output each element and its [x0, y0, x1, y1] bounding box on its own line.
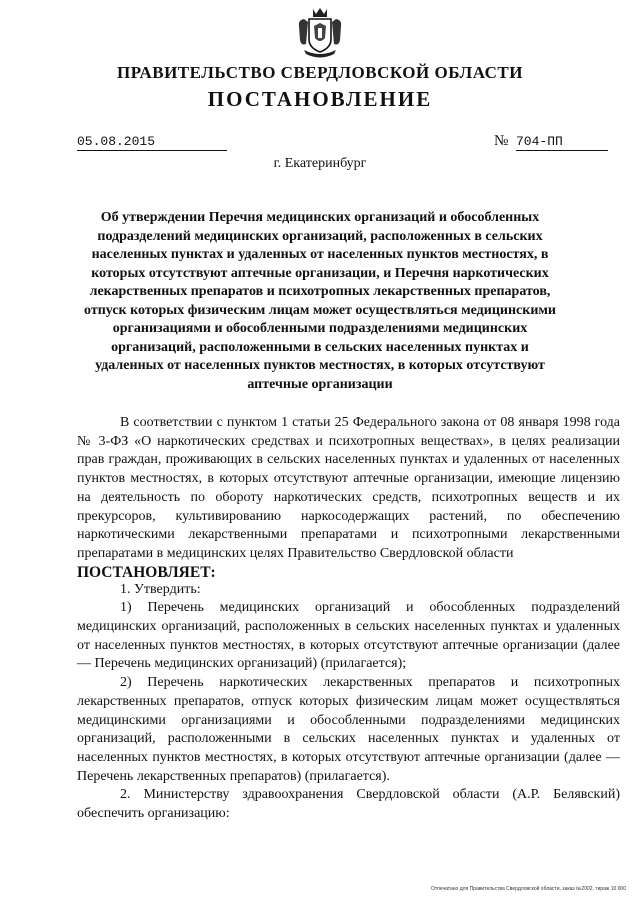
- decree-date: 05.08.2015: [77, 135, 227, 151]
- government-name: ПРАВИТЕЛЬСТВО СВЕРДЛОВСКОЙ ОБЛАСТИ: [117, 63, 523, 82]
- item-1-2: 2) Перечень наркотических лекарственных препаратов и психотропных лекарственных препаратов, отпуск которых физическим лицам может осуществляться медицинскими организациями и обособленными подразделениями медицинских организаций, расположенными в сельских населенных пунктах и удаленных от населенных пунктов местностях, в которых отсутствуют аптечные организации (далее — Перечень лекарственных препаратов) (прилагается).: [77, 675, 620, 784]
- print-footer: Отпечатано для Правительства Свердловской области, заказ №2002, тираж 10 000: [430, 886, 626, 892]
- preamble-paragraph: В соответствии с пунктом 1 статьи 25 Федерального закона от 08 января 1998 года № 3-ФЗ «О наркотических средствах и психотропных веществах», в целях реализации прав граждан, проживающих в сельских населенных пунктах и удаленных от населенных пунктов местностях, в которых отсутствуют аптечные организации, имеющие лицензию на деятельность по обороту наркотических средств, психотропных веществ и их прекурсоров, культивированию наркосодержащих растений, по обеспечению наркотическими лекарственными препаратами и психотропными лекарственными препаратами в медицинских целях Правительство Свердловской области: [77, 415, 620, 561]
- coat-of-arms-emblem: [296, 6, 344, 60]
- city-name: г. Екатеринбург: [273, 156, 367, 171]
- document-type: ПОСТАНОВЛЕНИЕ: [207, 87, 433, 111]
- number-sign: №: [494, 133, 509, 149]
- item-1-1: 1) Перечень медицинских организаций и обособленных подразделений медицинских организаций, расположенных в сельских населенных пунктах и удаленных от населенных пунктов местностях, в которых отсутствуют аптечные организации (далее — Перечень медицинских организаций) (прилагается);: [77, 600, 620, 672]
- decree-title: Об утверждении Перечня медицинских организаций и обособленных подразделений медицинских организаций, расположенных в сельских населенных пунктах и удаленных от населенных пунктов местностях, в которых отсутствуют аптечные организации, и Перечня наркотических лекарственных препаратов и психотропных лекарственных препаратов, отпуск которых физическим лицам может осуществляться медицинскими организациями и обособленными подразделениями медицинских организаций, расположенными в сельских населенных пунктах и удаленных от населенных пунктов местностях, в которых отсутствуют аптечные организации: [84, 210, 556, 392]
- decree-word: ПОСТАНОВЛЯЕТ:: [77, 563, 216, 581]
- item-1: 1. Утвердить:: [120, 581, 201, 597]
- decree-body: [77, 414, 620, 824]
- decree-number: 704-ПП: [516, 135, 608, 151]
- item-2: 2. Министерству здравоохранения Свердловской области (А.Р. Белявский) обеспечить организацию:: [77, 787, 620, 822]
